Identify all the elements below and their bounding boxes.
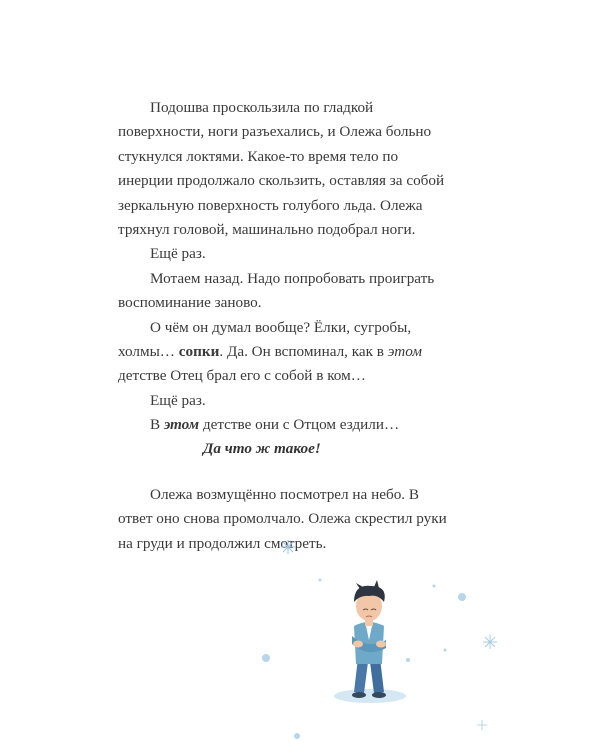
boy-figure [352, 580, 386, 698]
ice-patch [334, 689, 406, 703]
p4-italic-word: этом [387, 343, 422, 361]
p6-text-1: В [150, 416, 164, 434]
p4-bold-word: сопки [178, 343, 220, 361]
p6-bold-italic-word: этом [163, 416, 200, 434]
paragraph-1: Подошва проскользила по гладкой поверхности, ноги разъехались, и Олежа больно стукнулся локтями. Какое-то время тело по инерции продолжало скользить, оставляя за собой зеркальную поверхность голубого льда. Олежа тряхнул головой, машинально подобрал ноги. [118, 99, 445, 239]
text-block-top [118, 96, 448, 438]
p4-text-2: . Да. Он вспоминал, как в [219, 343, 388, 361]
p4-text-3: детстве Отец брал его с собой в ком… [118, 367, 366, 385]
exclamation-line: Да что ж такое! [203, 440, 321, 457]
paragraph-7: Олежа возмущённо посмотрел на небо. В ответ оно снова промолчало. Олежа скрестил руки на груди и продолжил смотреть. [118, 486, 447, 552]
snowflake-icon [483, 635, 497, 649]
paragraph-4 [118, 316, 448, 389]
paragraph-3: Мотаем назад. Надо попробовать проиграть воспоминание заново. [118, 269, 435, 312]
paragraph-2: Ещё раз. [150, 245, 206, 263]
p4-text-1: О чём он думал вообще? Ёлки, сугробы, холмы… [118, 318, 412, 361]
snowflake-icon [477, 720, 487, 730]
paragraph-6 [118, 413, 448, 437]
paragraph-5: Ещё раз. [150, 391, 206, 409]
p6-text-2: детстве они с Отцом ездили… [199, 416, 400, 434]
snowflake-icon [281, 540, 295, 554]
boy-illustration [250, 540, 520, 750]
